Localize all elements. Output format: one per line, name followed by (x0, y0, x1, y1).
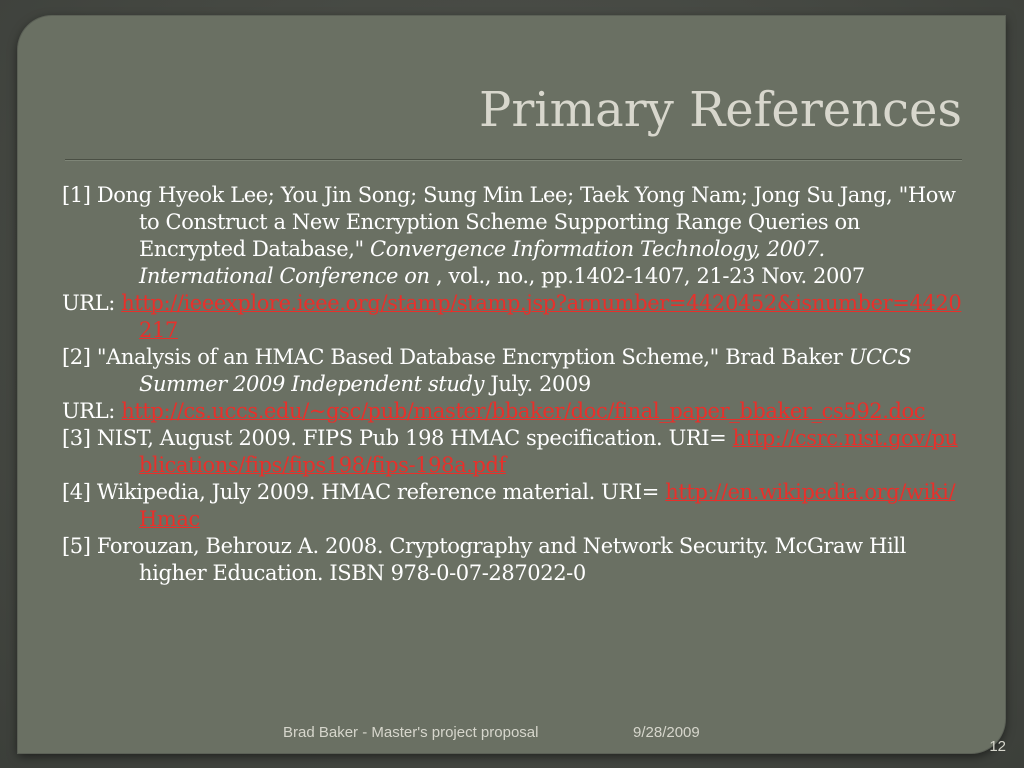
url-label: URL: (62, 399, 122, 423)
footer-author: Brad Baker - Master's project proposal (283, 724, 539, 741)
title-divider (65, 159, 962, 161)
reference-text: [4] Wikipedia, July 2009. HMAC reference material. URI= (62, 480, 666, 504)
slide-title: Primary References (479, 82, 962, 138)
reference-item-4 (62, 479, 962, 533)
reference-item-5 (62, 533, 962, 587)
reference-text: [1] Dong Hyeok Lee; You Jin Song; Sung Min Lee; Taek Yong Nam; Jong Su Jang, "How to Construct a New Encryption Scheme Supporting Range Queries on Encrypted Database," (62, 183, 956, 261)
reference-link[interactable]: http://csrc.nist.gov/publications/fips/fips198/fips-198a.pdf (139, 426, 958, 477)
reference-details: July. 2009 (484, 372, 591, 396)
reference-source-italic: UCCS Summer 2009 Independent study (139, 345, 912, 396)
slide-number: 12 (989, 738, 1006, 755)
reference-source-italic: Convergence Information Technology, 2007. International Conference on (139, 237, 825, 288)
reference-text: [3] NIST, August 2009. FIPS Pub 198 HMAC specification. URI= (62, 426, 733, 450)
reference-text: [5] Forouzan, Behrouz A. 2008. Cryptography and Network Security. McGraw Hill higher Education. ISBN 978-0-07-287022-0 (62, 534, 906, 585)
url-label: URL: (62, 291, 122, 315)
reference-text: [2] "Analysis of an HMAC Based Database Encryption Scheme," Brad Baker (62, 345, 849, 369)
reference-list (62, 182, 962, 587)
reference-item-3 (62, 425, 962, 479)
reference-item-2 (62, 344, 962, 425)
reference-item-1 (62, 182, 962, 344)
reference-link[interactable]: http://ieeexplore.ieee.org/stamp/stamp.jsp?arnumber=4420452&isnumber=4420217 (121, 291, 962, 342)
reference-link[interactable]: http://en.wikipedia.org/wiki/Hmac (139, 480, 956, 531)
reference-details: , vol., no., pp.1402-1407, 21-23 Nov. 2007 (429, 264, 865, 288)
footer-date: 9/28/2009 (633, 724, 700, 741)
reference-link[interactable]: http://cs.uccs.edu/~gsc/pub/master/bbaker/doc/final_paper_bbaker_cs592.doc (121, 399, 926, 423)
